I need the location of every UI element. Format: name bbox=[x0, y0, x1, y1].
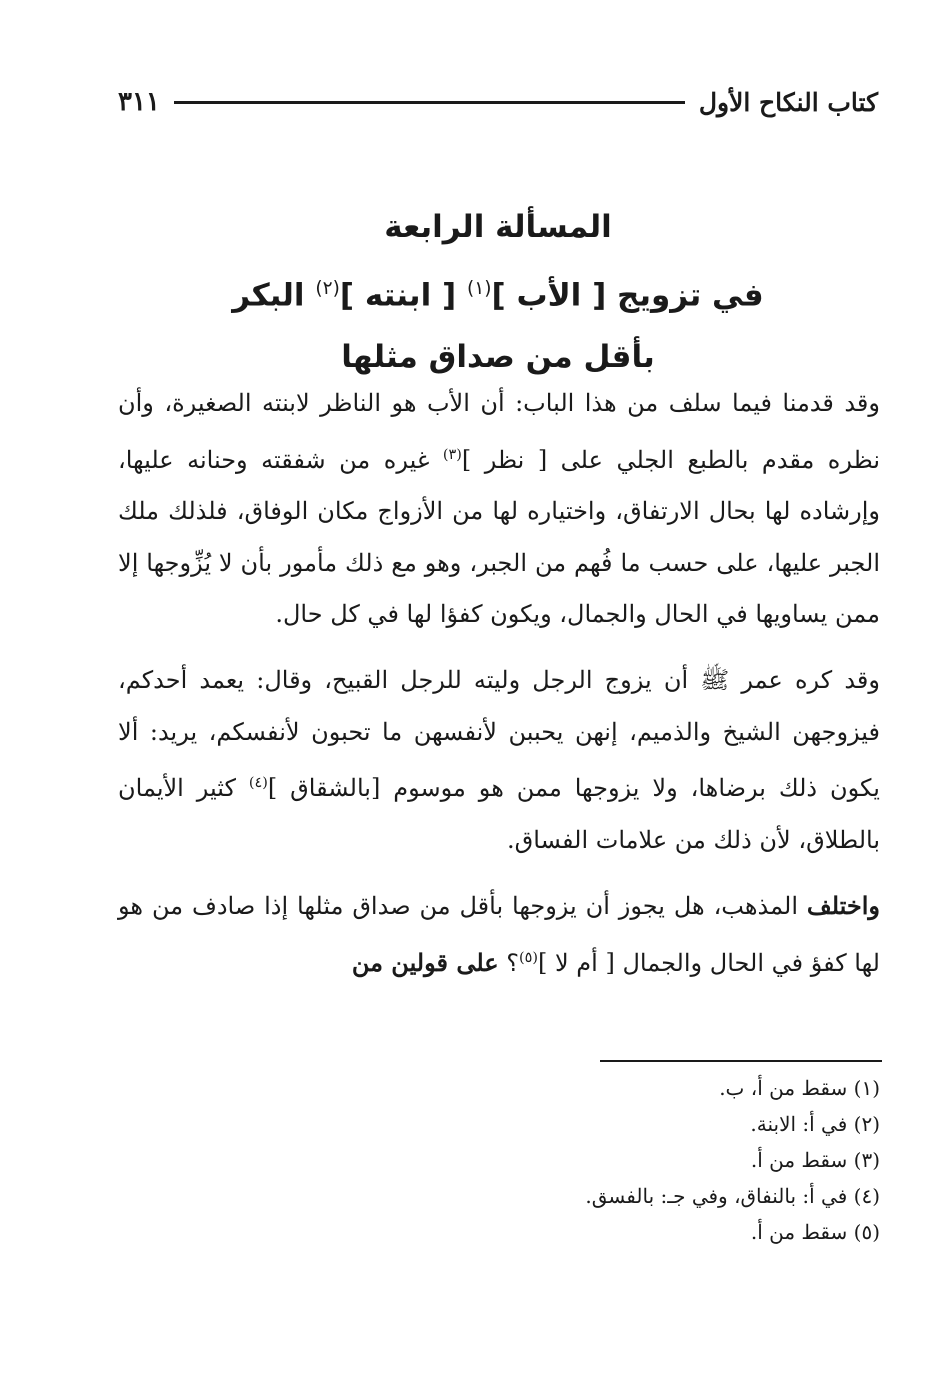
heading-line-1: المسألة الرابعة bbox=[384, 209, 612, 245]
footnotes bbox=[300, 1070, 880, 1250]
footnote-ref-5[interactable]: (٥) bbox=[519, 949, 538, 966]
footnote-3: (٣) سقط من أ. bbox=[750, 1148, 880, 1172]
section-heading bbox=[118, 196, 878, 388]
paragraph-2-part-b: كثير الأيمان بالطلاق، لأن ذلك من علامات الفساق. bbox=[118, 774, 880, 854]
header-rule bbox=[174, 101, 685, 104]
footnote-ref-1[interactable]: (١) bbox=[466, 278, 492, 299]
paragraph-3-part-a: المذهب، هل يجوز أن يزوجها بأقل من صداق مثلها إذا صادف من هو لها كفؤ في الحال والجمال [ أم لا ] bbox=[118, 892, 880, 977]
paragraph-1-part-a: وقد قدمنا فيما سلف من هذا الباب: أن الأب هو الناظر لابنته الصغيرة، وأن نظره مقدم بالطبع الجلي على [ نظر ] bbox=[118, 389, 880, 474]
footnote-1: (١) سقط من أ، ب. bbox=[719, 1076, 880, 1100]
footnote-2: (٢) في أ: الابنة. bbox=[750, 1112, 880, 1136]
paragraph-1 bbox=[118, 378, 880, 641]
heading-line-2-part-c: البكر bbox=[232, 277, 316, 314]
paragraph-1-part-b: غيره من شفقته وحنانه عليها، وإرشاده لها بحال الارتفاق، واختياره لها من الأزواج مكان الوفاق، فلذلك ملك الجبر عليها، على حسب ما فُهم من الجبر، وهو مع ذلك مأمور بأن لا يُزِّوجها إلا ممن يساويها في الحال والجمال، ويكون كفؤا لها في كل حال. bbox=[118, 445, 880, 629]
heading-line-2 bbox=[118, 258, 878, 326]
body-text bbox=[118, 378, 880, 990]
running-header bbox=[118, 82, 878, 122]
paragraph-3-bold-start: واختلف bbox=[806, 891, 881, 921]
paragraph-3-part-b: ؟ bbox=[498, 948, 519, 977]
header-title: كتاب النكاح الأول bbox=[698, 87, 878, 117]
paragraph-2 bbox=[118, 655, 880, 866]
footnote-ref-3[interactable]: (٣) bbox=[442, 446, 462, 463]
footnote-ref-2[interactable]: (٢) bbox=[315, 278, 340, 299]
footnote-5: (٥) سقط من أ. bbox=[750, 1220, 880, 1244]
paragraph-2-part-a: وقد كره عمر ﷺ أن يزوج الرجل وليته للرجل القبيح، وقال: يعمد أحدكم، فيزوجهن الشيخ والذميم، إنهن يحببن لأنفسهن ما تحبون لأنفسكم، يريد: ألا يكون ذلك برضاها، ولا يزوجها ممن هو موسوم [بالشقاق ] bbox=[118, 665, 880, 803]
paragraph-3 bbox=[118, 880, 880, 989]
footnote-4: (٤) في أ: بالنفاق، وفي جـ: بالفسق. bbox=[585, 1184, 880, 1208]
footnote-separator bbox=[600, 1060, 882, 1062]
heading-line-2-part-a: في تزويج [ الأب ] bbox=[491, 277, 764, 314]
footnote-ref-4[interactable]: (٤) bbox=[248, 775, 268, 792]
heading-line-3: بأقل من صداق مثلها bbox=[341, 339, 655, 376]
page-number: ٣١١ bbox=[118, 87, 160, 117]
heading-line-2-part-b: [ ابنته ] bbox=[339, 277, 467, 314]
paragraph-3-bold-end: على قولين من bbox=[351, 947, 499, 977]
